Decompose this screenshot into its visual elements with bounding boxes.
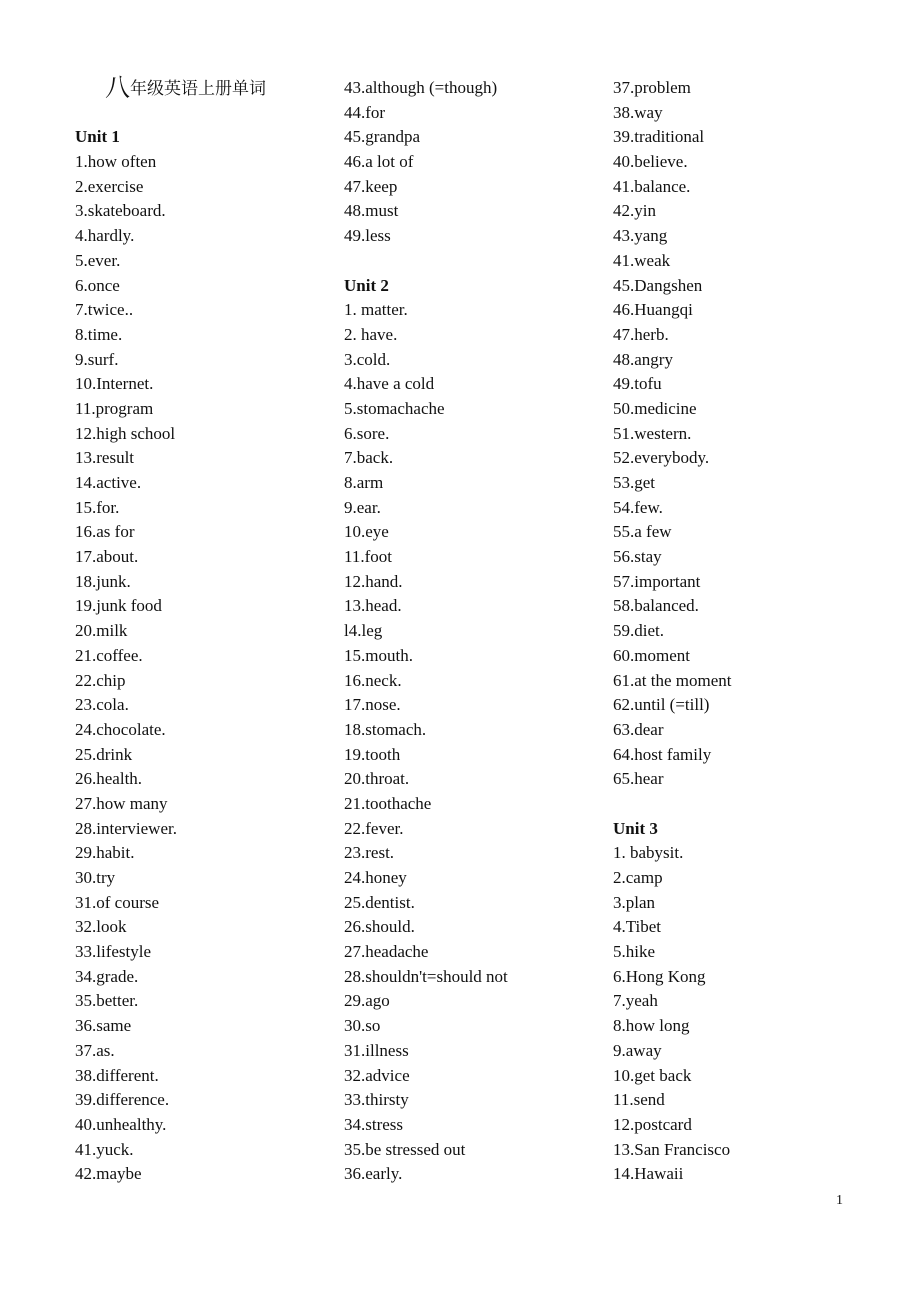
vocab-item: 39.difference.: [75, 1090, 170, 1110]
vocab-item: 4.have a cold: [344, 374, 435, 394]
vocab-item: 42.yin: [613, 201, 656, 221]
vocab-item: 24.chocolate.: [75, 719, 166, 739]
vocab-item: 14.Hawaii: [613, 1164, 684, 1184]
vocab-item: 30.try: [75, 868, 116, 887]
vocab-item: 42.maybe: [75, 1164, 142, 1184]
vocab-item: 37.problem: [613, 78, 691, 97]
vocab-item: 1. babysit.: [613, 843, 684, 863]
vocab-item: 35.better.: [75, 991, 139, 1011]
vocab-item: 6.once: [75, 275, 120, 295]
vocab-item: 41.weak: [613, 250, 671, 270]
vocab-item: 57.important: [613, 571, 701, 591]
vocab-item: 19.junk food: [75, 596, 162, 616]
vocab-item: 41.yuck.: [75, 1139, 134, 1159]
vocab-item: 1. matter.: [344, 300, 408, 320]
vocab-item: 24.honey: [344, 868, 407, 887]
vocab-item: 13.head.: [344, 596, 402, 616]
vocab-item: 19.tooth: [344, 744, 401, 764]
vocab-item: 4.hardly.: [75, 226, 135, 246]
vocab-item: 9.away: [613, 1040, 662, 1060]
vocab-item: 2.camp: [613, 868, 663, 887]
vocab-item: 25.dentist.: [344, 892, 415, 912]
page-number: 1: [836, 1193, 843, 1208]
column-2: [344, 76, 604, 1187]
page-title-first-char: 八: [105, 73, 131, 102]
vocab-item: 47.herb.: [613, 324, 669, 344]
vocab-item: 6.Hong Kong: [613, 966, 706, 986]
vocab-item: 9.ear.: [344, 497, 381, 517]
vocab-item: 27.how many: [75, 793, 168, 813]
vocab-item: 48.must: [344, 201, 399, 221]
vocab-item: 11.send: [613, 1090, 665, 1110]
vocab-item: 26.should.: [344, 917, 415, 937]
spacer: [344, 249, 604, 274]
vocab-item: 2. have.: [344, 324, 398, 344]
column-1: [75, 73, 335, 1187]
vocab-item: 11.foot: [344, 547, 393, 567]
vocab-item: 25.drink: [75, 744, 133, 764]
vocab-item: 32.advice: [344, 1065, 410, 1085]
vocab-item: 40.unhealthy.: [75, 1114, 167, 1134]
vocab-item: 44.for: [344, 102, 386, 122]
vocab-item: 10.eye: [344, 522, 389, 542]
vocab-item: 38.different.: [75, 1065, 159, 1085]
vocab-item: 43.although (=though): [344, 78, 498, 97]
vocab-item: 31.of course: [75, 892, 160, 912]
vocab-item: 23.cola.: [75, 695, 129, 715]
vocab-item: 12.hand.: [344, 571, 403, 591]
column-3: [613, 76, 873, 1187]
vocab-item: 39.traditional: [613, 127, 705, 147]
vocab-item: 1.how often: [75, 152, 157, 172]
vocab-item: 38.way: [613, 102, 663, 122]
vocab-item: 7.twice..: [75, 300, 134, 320]
vocab-item: 36.early.: [344, 1164, 403, 1184]
vocab-item: 54.few.: [613, 497, 663, 517]
unit-heading: Unit 3: [613, 818, 658, 838]
vocab-item: 52.everybody.: [613, 448, 710, 468]
vocab-item: 18.junk.: [75, 571, 131, 591]
vocab-item: 36.same: [75, 1016, 132, 1036]
vocab-item: 37.as.: [75, 1040, 115, 1060]
vocab-item: 46.a lot of: [344, 152, 414, 172]
vocab-item: 47.keep: [344, 176, 398, 196]
vocab-item: 45.Dangshen: [613, 275, 703, 295]
vocab-item: 8.how long: [613, 1016, 690, 1036]
vocab-item: 62.until (=till): [613, 695, 710, 715]
vocab-item: 49.tofu: [613, 374, 662, 394]
vocab-item: 8.arm: [344, 473, 384, 492]
vocab-item: 2.exercise: [75, 176, 144, 196]
vocab-item: 12.postcard: [613, 1114, 692, 1134]
spacer: [613, 792, 873, 817]
page-title-rest: 年级英语上册单词: [130, 79, 267, 99]
vocab-item: 28.interviewer.: [75, 818, 177, 838]
vocab-item: 60.moment: [613, 645, 690, 665]
vocab-item: 3.plan: [613, 892, 656, 912]
vocab-item: 33.thirsty: [344, 1090, 409, 1110]
vocab-item: 16.as for: [75, 522, 135, 542]
vocab-item: 13.San Francisco: [613, 1139, 731, 1159]
vocab-item: 7.back.: [344, 448, 394, 468]
vocab-item: 21.toothache: [344, 793, 432, 813]
vocab-item: 22.fever.: [344, 818, 404, 838]
vocab-item: 6.sore.: [344, 423, 390, 443]
vocab-item: 18.stomach.: [344, 719, 427, 739]
vocab-item: 9.surf.: [75, 349, 119, 369]
vocab-item: 31.illness: [344, 1040, 409, 1060]
vocab-item: 16.neck.: [344, 670, 402, 690]
vocab-item: 15.for.: [75, 497, 120, 517]
vocab-item: 55.a few: [613, 522, 672, 542]
vocab-item: 53.get: [613, 473, 656, 492]
vocab-item: 5.stomachache: [344, 398, 445, 418]
vocab-item: 65.hear: [613, 769, 664, 789]
vocab-item: 59.diet.: [613, 621, 664, 641]
vocab-item: 11.program: [75, 398, 154, 418]
vocab-item: 43.yang: [613, 226, 668, 246]
vocab-item: 46.Huangqi: [613, 300, 693, 320]
vocab-item: 27.headache: [344, 942, 429, 962]
unit-heading: Unit 1: [75, 127, 120, 147]
vocab-item: 49.less: [344, 226, 391, 246]
vocab-item: 17.about.: [75, 547, 139, 567]
vocab-item: 14.active.: [75, 473, 142, 492]
page-title: [75, 73, 335, 102]
vocab-item: 5.ever.: [75, 250, 121, 270]
vocab-item: 10.get back: [613, 1065, 692, 1085]
vocab-item: 34.stress: [344, 1114, 404, 1134]
vocab-item: 3.skateboard.: [75, 201, 166, 221]
vocab-item: 20.throat.: [344, 769, 410, 789]
vocab-item: 21.coffee.: [75, 645, 143, 665]
vocab-item: 58.balanced.: [613, 596, 699, 616]
vocab-item: 22.chip: [75, 670, 126, 690]
vocab-item: 41.balance.: [613, 176, 691, 196]
vocab-item: 15.mouth.: [344, 645, 413, 665]
vocab-item: 8.time.: [75, 324, 123, 344]
vocab-item: 3.cold.: [344, 349, 391, 369]
vocab-item: 50.medicine: [613, 398, 697, 418]
vocab-item: 40.believe.: [613, 152, 688, 172]
vocab-item: 51.western.: [613, 423, 692, 443]
vocab-item: 17.nose.: [344, 695, 401, 715]
vocab-item: 56.stay: [613, 547, 662, 567]
vocab-item: 26.health.: [75, 769, 143, 789]
vocab-item: 5.hike: [613, 942, 656, 962]
vocab-item: 61.at the moment: [613, 670, 732, 690]
vocab-item: 23.rest.: [344, 843, 395, 863]
spacer: [75, 101, 335, 126]
vocab-item: 64.host family: [613, 744, 712, 764]
vocab-item: 7.yeah: [613, 991, 658, 1011]
vocab-item: 35.be stressed out: [344, 1139, 466, 1159]
vocab-item: 29.ago: [344, 991, 390, 1011]
vocab-item: 30.so: [344, 1016, 381, 1036]
vocab-item: 63.dear: [613, 719, 664, 739]
vocab-item: 12.high school: [75, 423, 176, 443]
vocab-item: 28.shouldn't=should not: [344, 966, 508, 986]
vocab-item: 32.look: [75, 917, 127, 937]
vocab-item: l4.leg: [344, 621, 383, 641]
vocab-item: 45.grandpa: [344, 127, 421, 147]
vocab-item: 20.milk: [75, 621, 128, 641]
vocab-item: 4.Tibet: [613, 917, 662, 937]
vocab-item: 13.result: [75, 448, 135, 468]
vocab-item: 29.habit.: [75, 843, 135, 863]
vocab-item: 34.grade.: [75, 966, 139, 986]
vocab-item: 48.angry: [613, 349, 673, 369]
vocab-item: 33.lifestyle: [75, 942, 152, 962]
unit-heading: Unit 2: [344, 275, 389, 295]
vocab-item: 10.Internet.: [75, 374, 154, 394]
